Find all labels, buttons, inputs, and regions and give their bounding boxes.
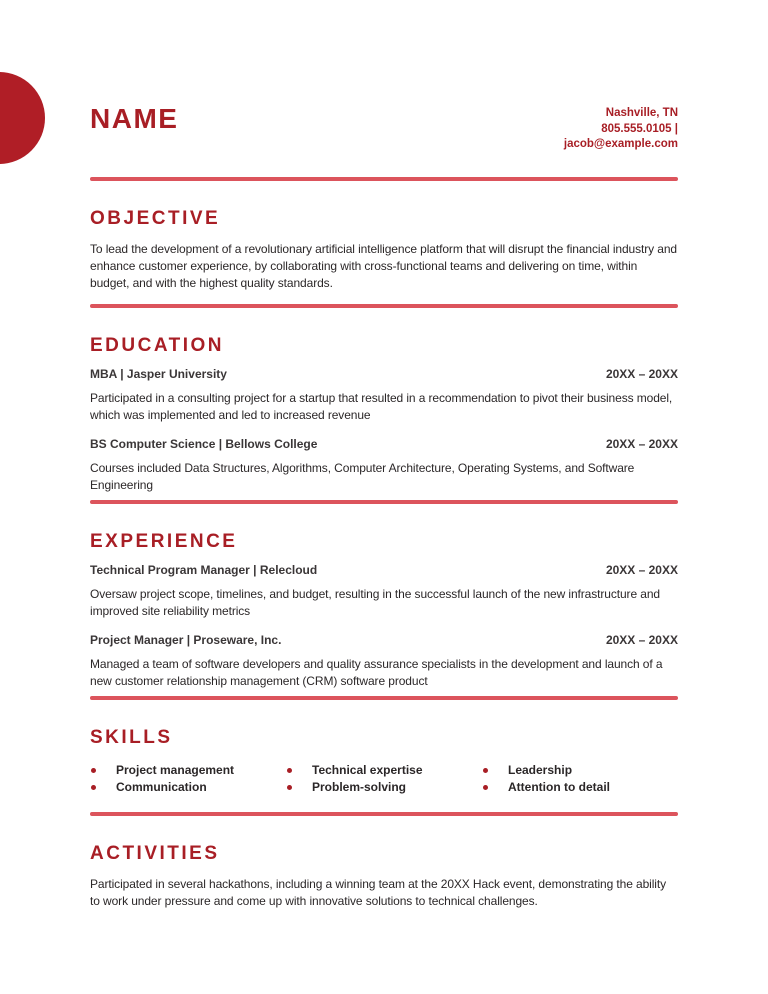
skill-item (90, 779, 286, 796)
skill-label: Technical expertise (312, 762, 423, 777)
experience-entry (90, 562, 678, 578)
education-entry-description: Courses included Data Structures, Algorithms, Computer Architecture, Operating Systems, and Software Engineering (90, 460, 635, 492)
skill-item (482, 779, 610, 796)
bullet-icon (91, 785, 96, 790)
education-entry-description: Participated in a consulting project for a startup that resulted in a recommendation to pivot their business model, which was implemented and led to increased revenue (90, 390, 673, 422)
bullet-icon (483, 768, 488, 773)
skill-item (90, 762, 286, 779)
education-entry-dates: 20XX – 20XX (605, 366, 678, 381)
contact-location: Nashville, TN (605, 107, 678, 119)
skill-label: Project management (116, 762, 235, 777)
experience-divider (90, 696, 678, 700)
experience-entry-dates: 20XX – 20XX (605, 632, 678, 647)
education-entry (90, 366, 678, 382)
skills-section-title: SKILLS (90, 726, 173, 748)
education-divider (90, 500, 678, 504)
skills-column (286, 762, 482, 796)
skill-item (482, 762, 610, 779)
experience-section-title: EXPERIENCE (90, 530, 238, 552)
education-entry-heading: MBA | Jasper University (90, 366, 227, 381)
skill-label: Leadership (508, 762, 573, 777)
experience-entry-dates: 20XX – 20XX (605, 562, 678, 577)
experience-entry-heading: Project Manager | Proseware, Inc. (90, 632, 282, 647)
education-entry-heading: BS Computer Science | Bellows College (90, 436, 318, 451)
bullet-icon (287, 768, 292, 773)
activities-body: Participated in several hackathons, including a winning team at the 20XX Hack event, demonstrating the ability to work under pressure and come up with innovative solutions to technical challenges. (90, 876, 667, 908)
contact-info (564, 106, 678, 153)
bullet-icon (483, 785, 488, 790)
experience-entry-description: Managed a team of software developers and quality assurance specialists in the development and launch of a new customer relationship management (CRM) software product (90, 656, 663, 688)
experience-entry (90, 632, 678, 648)
header-divider (90, 177, 678, 181)
skill-label: Communication (116, 779, 207, 794)
skill-item (286, 762, 482, 779)
skill-label: Attention to detail (508, 779, 610, 794)
education-section-title: EDUCATION (90, 334, 225, 356)
skills-column (90, 762, 286, 796)
education-entry-dates: 20XX – 20XX (605, 436, 678, 451)
resume-header (90, 0, 678, 153)
skills-list (90, 762, 678, 796)
skill-label: Problem-solving (312, 779, 407, 794)
contact-email: jacob@example.com (563, 138, 678, 150)
skills-divider (90, 812, 678, 816)
experience-entry-description: Oversaw project scope, timelines, and budget, resulting in the successful launch of the new infrastructure and improved site reliability metrics (90, 586, 660, 618)
education-entry (90, 436, 678, 452)
candidate-name: NAME (90, 103, 179, 134)
objective-section-title: OBJECTIVE (90, 207, 221, 229)
objective-divider (90, 304, 678, 308)
objective-body: To lead the development of a revolutionary artificial intelligence platform that will disrupt the financial industry and enhance customer experience, by collaborating with cross-functional teams and delivering on time, within budget, and with the highest quality standards. (90, 241, 677, 290)
bullet-icon (91, 768, 96, 773)
skills-column (482, 762, 610, 796)
bullet-icon (287, 785, 292, 790)
skill-item (286, 779, 482, 796)
contact-phone: 805.555.0105 | (601, 122, 678, 135)
activities-section-title: ACTIVITIES (90, 842, 220, 864)
experience-entry-heading: Technical Program Manager | Relecloud (90, 562, 318, 577)
